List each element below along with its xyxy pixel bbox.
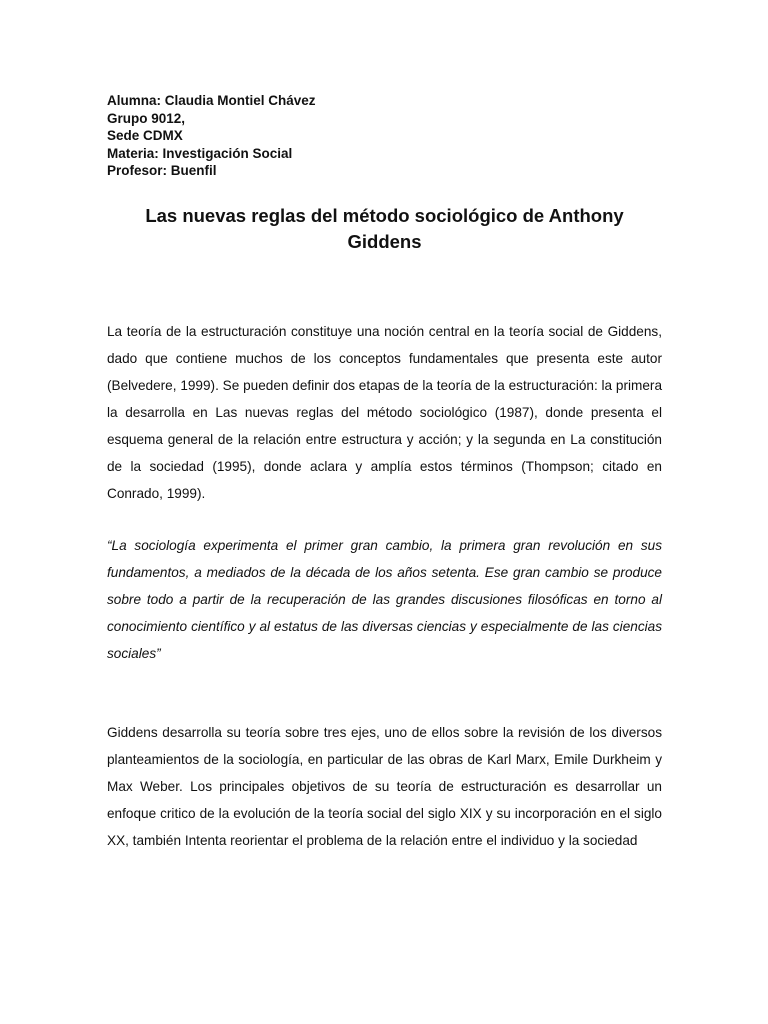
subject: Materia: Investigación Social — [107, 145, 293, 161]
quote-paragraph: “La sociología experimenta el primer gran cambio, la primera gran revolución en sus fundamentos, a mediados de la década de los años setenta. Ese gran cambio se produce sobre todo a partir de la recuperación de las grandes discusiones filosóficas en torno al conocimiento científico y al estatus de las diversas ciencias y especialmente de las ciencias sociales” — [107, 538, 662, 661]
group-number: Grupo 9012, — [107, 110, 186, 126]
student-name: Alumna: Claudia Montiel Chávez — [107, 93, 316, 108]
document-title: Las nuevas reglas del método sociológico de Anthony Giddens — [145, 205, 624, 252]
professor: Profesor: Buenfil — [107, 163, 217, 178]
paragraph-structuration-theory: La teoría de la estructuración constituye una noción central en la teoría social de Giddens, dado que contiene muchos de los conceptos fundamentales que presenta este autor (Belvedere, 1999). Se pueden definir dos etapas de la teoría de la estructuración: la primera la desarrolla en Las nuevas reglas del método sociológico (1987), donde presenta el esquema general de la relación entre estructura y acción; y la segunda en La constitución de la sociedad (1995), donde aclara y amplía estos términos (Thompson; citado en Conrado, 1999). — [107, 324, 662, 501]
campus: Sede CDMX — [107, 128, 183, 143]
student-info-header — [107, 92, 667, 180]
paragraph-giddens-axes: Giddens desarrolla su teoría sobre tres ejes, uno de ellos sobre la revisión de los diversos planteamientos de la sociología, en particular de las obras de Karl Marx, Emile Durkheim y Max Weber. Los principales objetivos de su teoría de estructuración es desarrollar un enfoque critico de la evolución de la teoría social del siglo XIX y su incorporación en el siglo XX, también Intenta reorientar el problema de la relación entre el individuo y la sociedad — [107, 725, 662, 848]
